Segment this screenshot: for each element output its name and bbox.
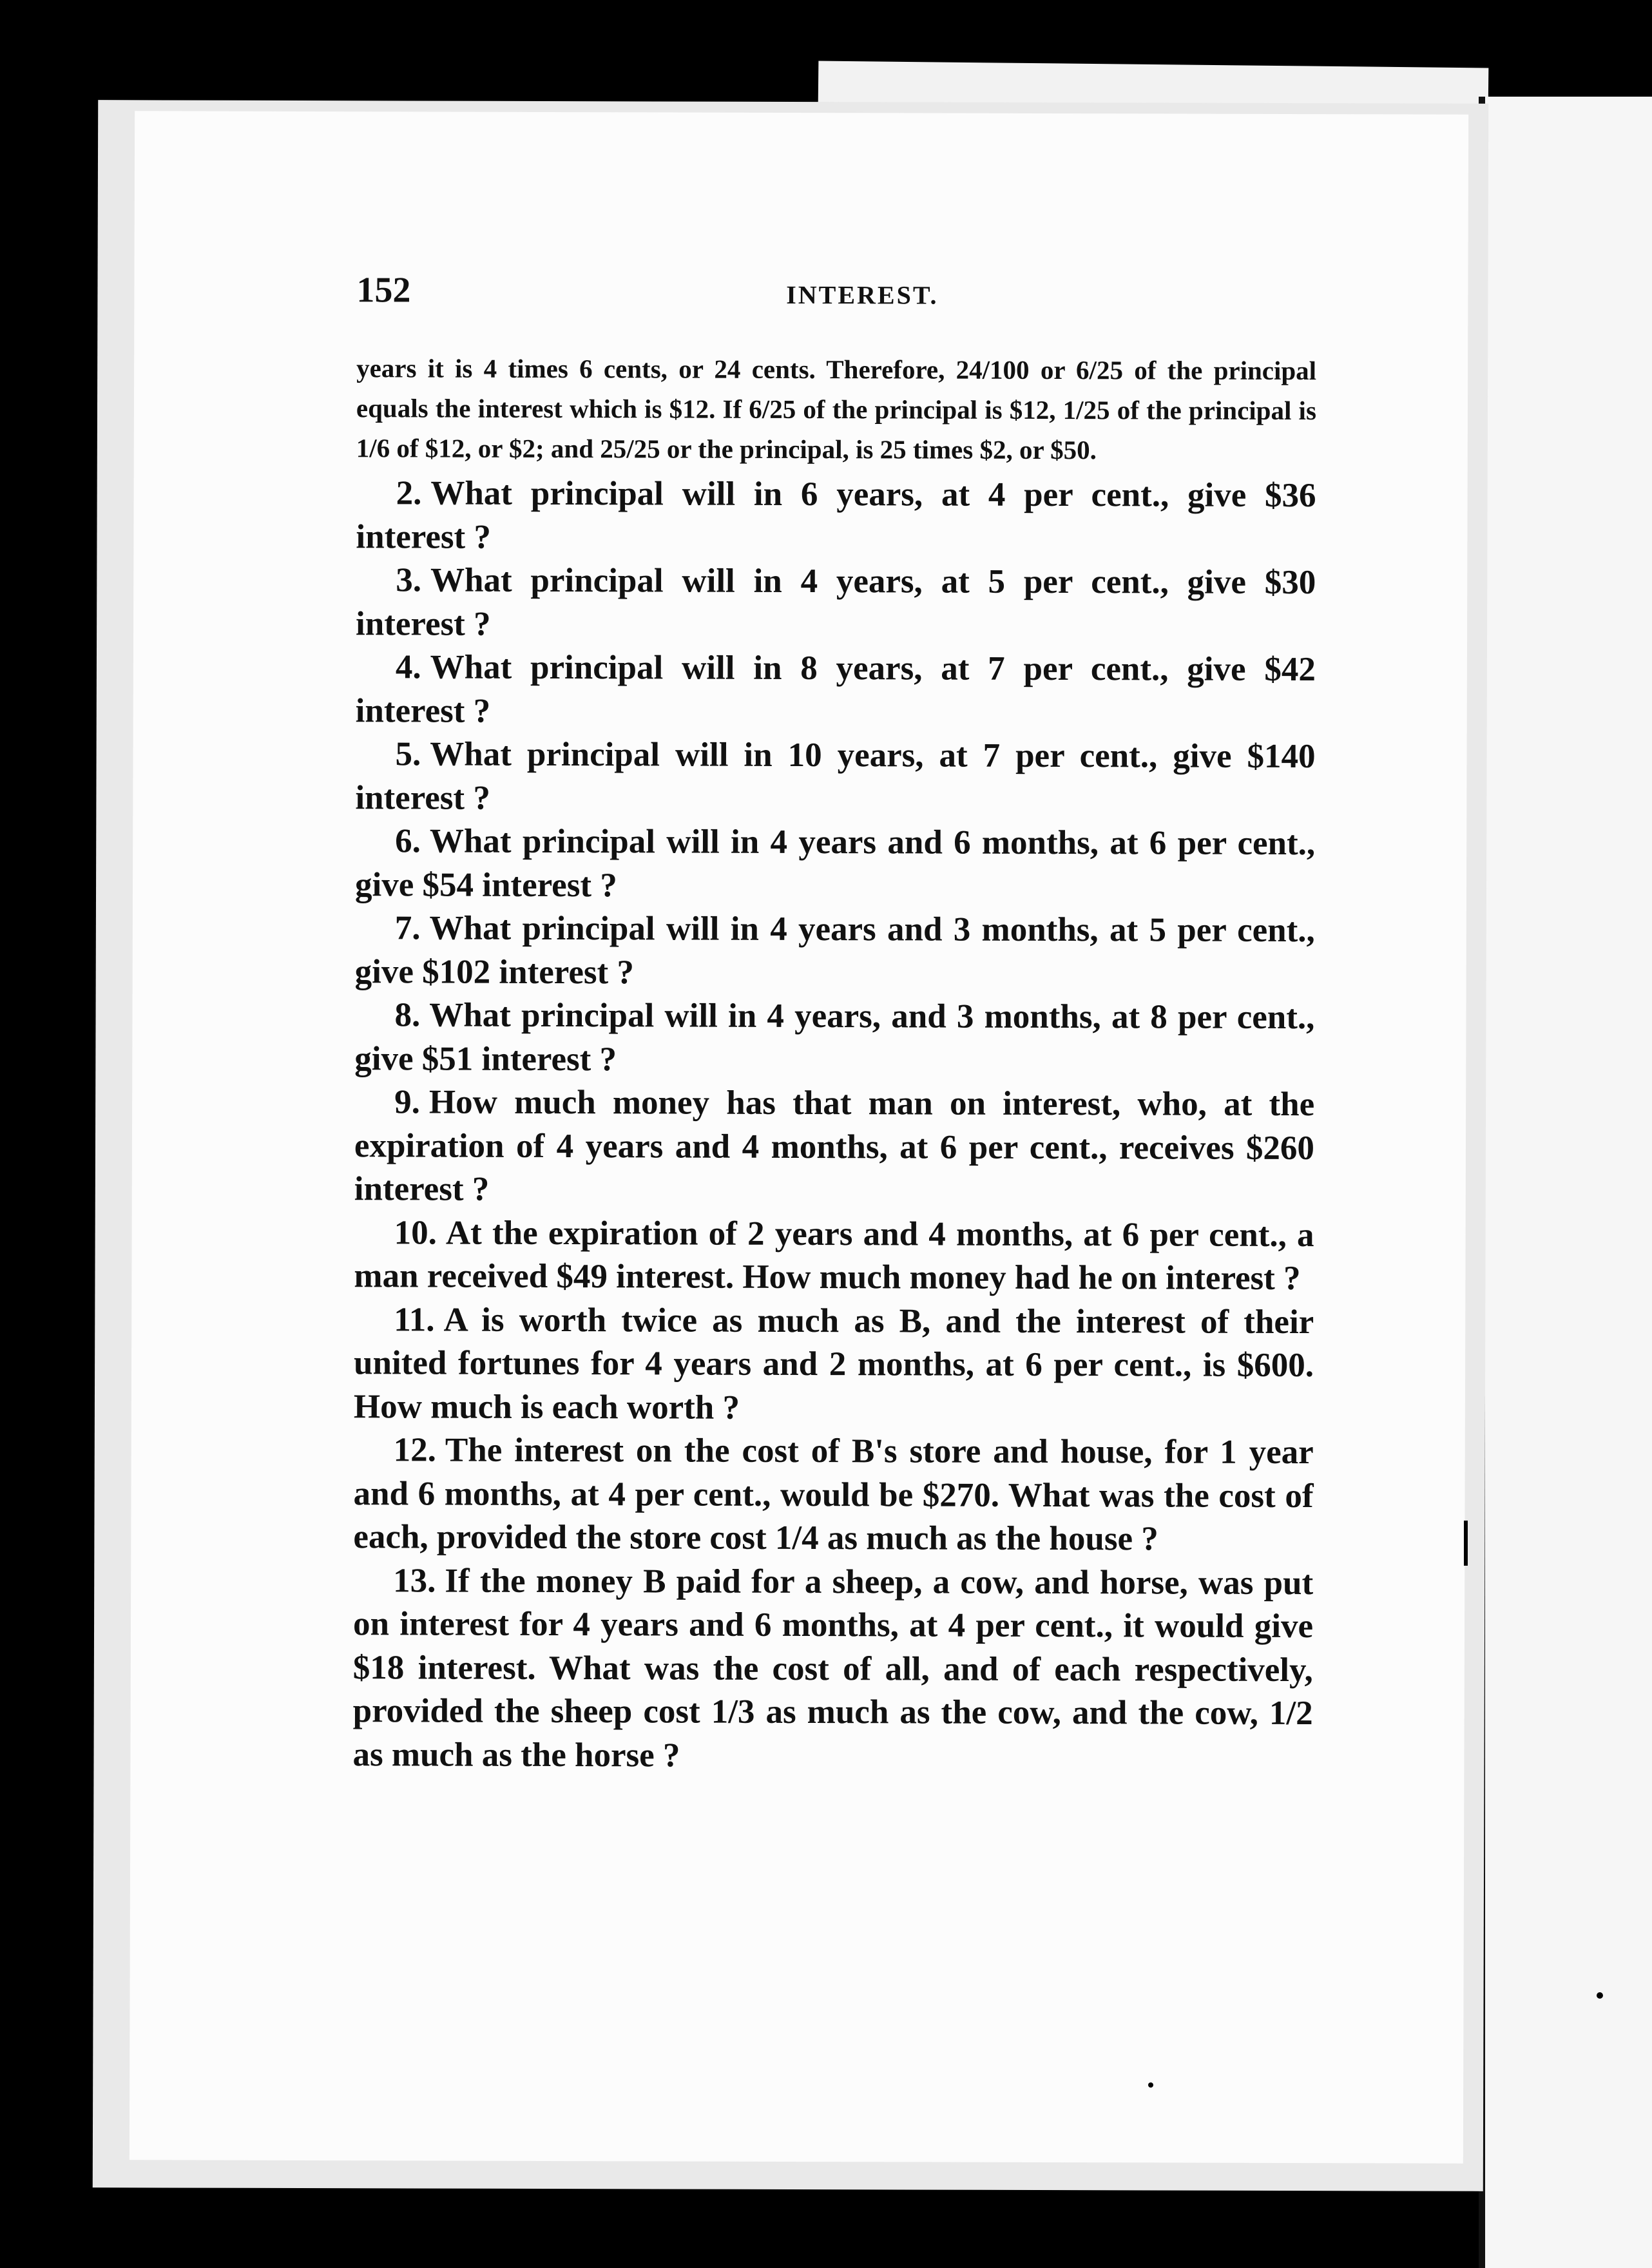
problem-text: What principal will in 10 years, at 7 per cent., give $140 interest ?: [355, 735, 1316, 817]
page-content: [352, 269, 1316, 1779]
running-title: INTEREST.: [786, 280, 939, 310]
problem-text: What principal will in 8 years, at 7 per cent., give $42 interest ?: [355, 648, 1316, 730]
scan-speck: [1597, 1992, 1603, 1999]
problem-number: 13.: [393, 1561, 436, 1600]
book-page: [130, 111, 1468, 2163]
problem-number: 7.: [394, 909, 421, 947]
problem-list: [352, 472, 1316, 1779]
problem-text: The interest on the cost of B's store and house, for 1 year and 6 months, at 4 per cent., would be $270. What was the cost of each, provided the store cost 1/4 as much as the house ?: [353, 1431, 1314, 1558]
problem-item: [355, 733, 1315, 822]
problem-number: 5.: [395, 735, 421, 773]
problem-number: 3.: [396, 561, 422, 599]
problem-item: [352, 1559, 1313, 1779]
problem-text: A is worth twice as much as B, and the interest of their united fortunes for 4 years and 2 months, at 6 per cent., is $600. How much is each worth ?: [353, 1301, 1314, 1427]
problem-item: [355, 820, 1315, 909]
running-head: [356, 269, 1316, 323]
problem-number: 12.: [393, 1431, 437, 1469]
problem-item: [356, 646, 1316, 735]
problem-text: What principal will in 4 years, and 3 months, at 8 per cent., give $51 interest ?: [354, 996, 1315, 1078]
problem-item: [356, 559, 1316, 648]
problem-number: 8.: [394, 996, 421, 1034]
solution-paragraph: years it is 4 times 6 cents, or 24 cents. Therefore, 24/100 or 6/25 of the principal equals the interest which is $12. If 6/25 of the principal is $12, 1/25 of the principal is 1/6 of $12, or $2; and 25/25 or the principal, is 25 times $2, or $50.: [356, 353, 1317, 465]
scan-speck: [1148, 2082, 1153, 2088]
problem-text: At the expiration of 2 years and 4 months, at 6 per cent., a man received $49 interest. How much money had he on interest ?: [354, 1214, 1314, 1298]
problem-text: How much money has that man on interest, who, at the expiration of 4 years and 4 months, at 6 per cent., receives $260 interest ?: [354, 1083, 1315, 1208]
problem-item: [353, 1428, 1314, 1561]
problem-text: What principal will in 4 years, at 5 per cent., give $30 interest ?: [356, 561, 1316, 643]
problem-text: What principal will in 6 years, at 4 per cent., give $36 interest ?: [356, 474, 1316, 556]
page-number: 152: [356, 270, 411, 311]
problem-item: [354, 994, 1314, 1083]
problem-number: 10.: [394, 1213, 437, 1252]
problem-item: [355, 907, 1315, 996]
problem-number: 4.: [395, 648, 421, 686]
problem-text: What principal will in 4 years and 3 months, at 5 per cent., give $102 interest ?: [354, 909, 1315, 991]
scan-mark: [1464, 1521, 1468, 1566]
problem-number: 6.: [395, 822, 421, 860]
problem-item: [354, 1211, 1314, 1301]
problem-item: [354, 1081, 1315, 1213]
problem-number: 2.: [396, 474, 422, 512]
problem-number: 11.: [394, 1300, 435, 1339]
problem-item: [354, 1298, 1314, 1431]
problem-text: If the money B paid for a sheep, a cow, and horse, was put on interest for 4 years and 6 months, at 4 per cent., it would give $18 interest. What was the cost of all, and of each respectively, provided the sheep cost 1/3 as much as the cow, and the cow, 1/2 as much as the horse ?: [352, 1562, 1314, 1774]
problem-text: What principal will in 4 years and 6 months, at 6 per cent., give $54 interest ?: [354, 822, 1316, 904]
problem-number: 9.: [394, 1083, 420, 1121]
problem-item: [356, 472, 1316, 561]
adjacent-page-edge: [1479, 97, 1652, 2268]
